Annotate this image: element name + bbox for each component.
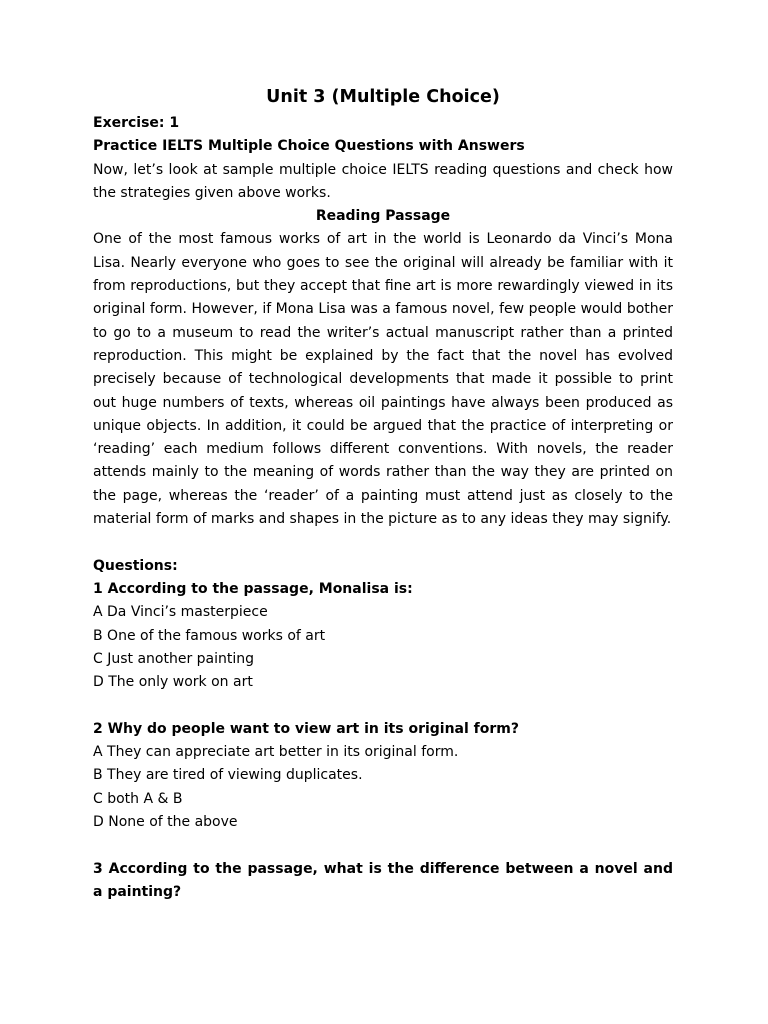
spacer	[93, 834, 673, 857]
reading-passage: One of the most famous works of art in the world is Leonardo da Vinci’s Mona Lisa. Nearly everyone who goes to see the original will already be familiar with it from reproductions, but they accept that fine art is more rewardingly viewed in its original form. However, if Mona Lisa was a famous novel, few people would bother to go to a museum to read the writer’s actual manuscript rather than a printed reproduction. This might be explained by the fact that the novel has evolved precisely because of technological developments that made it possible to print out huge numbers of texts, whereas oil paintings have always been produced as unique objects. In addition, it could be argued that the practice of interpreting or ‘reading’ each medium follows different conventions. With novels, the reader attends mainly to the meaning of words rather than the way they are printed on the page, whereas the ‘reader’ of a painting must attend just as closely to the material form of marks and shapes in the picture as to any ideas they may signify.	[93, 231, 673, 528]
question-block-2	[93, 718, 673, 834]
intro-paragraph: Now, let’s look at sample multiple choice IELTS reading questions and check how the strategies given above works.	[93, 161, 673, 201]
answer-option: C both A & B	[93, 790, 183, 807]
question-text: 3 According to the passage, what is the difference between a novel and a painting?	[93, 860, 673, 900]
answer-option: D The only work on art	[93, 674, 253, 691]
questions-heading: Questions:	[93, 557, 178, 574]
spacer	[93, 694, 673, 717]
exercise-label: Exercise: 1	[93, 115, 180, 131]
answer-option: A Da Vinci’s masterpiece	[93, 604, 268, 621]
question-block-1	[93, 578, 673, 694]
answer-option: B They are tired of viewing duplicates.	[93, 767, 363, 784]
page-title: Unit 3 (Multiple Choice)	[266, 87, 500, 107]
answer-option: A They can appreciate art better in its original form.	[93, 744, 459, 761]
passage-heading: Reading Passage	[315, 208, 451, 225]
spacer	[93, 531, 673, 554]
question-block-3	[93, 858, 673, 905]
answer-option: C Just another painting	[93, 650, 255, 667]
answer-option: D None of the above	[93, 813, 238, 830]
subtitle: Practice IELTS Multiple Choice Questions with Answers	[93, 138, 525, 155]
question-text: 2 Why do people want to view art in its original form?	[93, 720, 519, 737]
document-page	[93, 84, 673, 904]
question-text: 1 According to the passage, Monalisa is:	[93, 580, 413, 597]
answer-option: B One of the famous works of art	[93, 627, 326, 644]
